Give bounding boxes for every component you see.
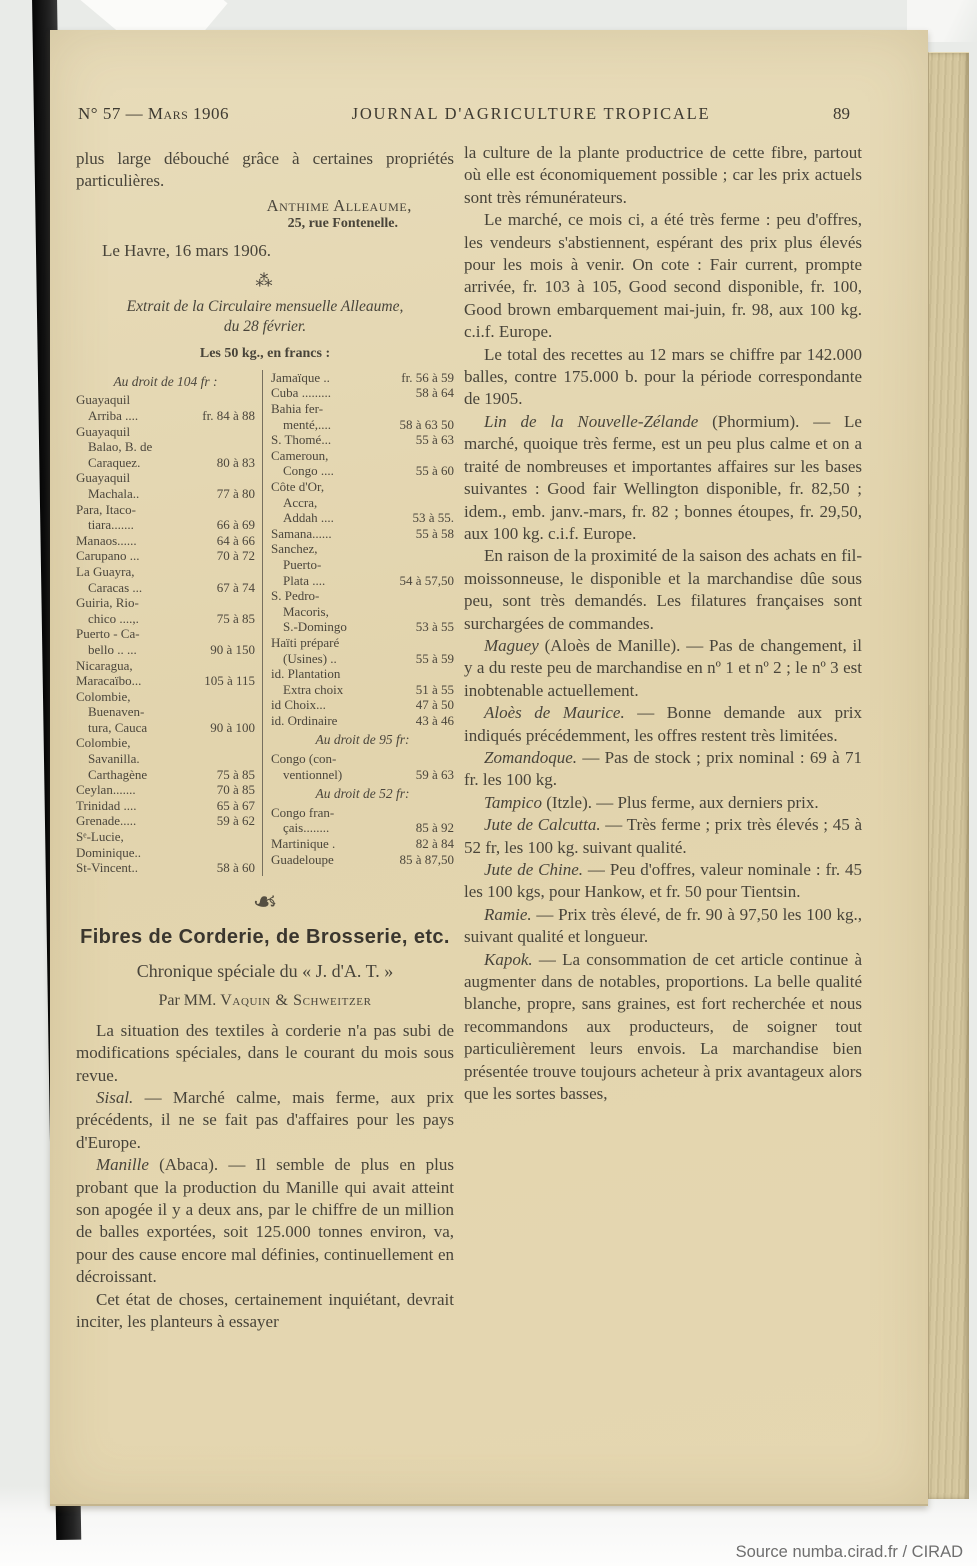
price-value: 55 à 63	[415, 432, 454, 448]
price-row-line: Puerto - Ca-	[76, 626, 140, 642]
running-head	[78, 104, 850, 124]
price-row-line: Congo fran-	[271, 804, 335, 820]
price-row-line	[76, 642, 255, 658]
paragraph: Maguey (Aloès de Manille). — Pas de changement, il y a du reste peu de marchandise en nº 1 et nº 2 ; le nº 3 est inobtenable actuellement.	[464, 635, 862, 700]
paragraph: Kapok. — La consommation de cet article continue à augmenter dans de notables, proportions. La belle qualité blanche, propre, sans graines, est fort recherchée et nous recommandons aux producteurs, de soigner tout particulièrement leurs envois. La marchandise bien présentée trouve toujours acheteur à prix avantageux alors que les sortes basses,	[464, 949, 862, 1104]
price-row-line	[271, 767, 454, 783]
price-row-line	[271, 697, 454, 713]
price-value: 54 à 57,50	[399, 572, 454, 588]
price-row-line: Savanilla.	[88, 751, 140, 767]
price-row-line	[271, 417, 454, 433]
price-item-name: Carupano ...	[76, 548, 140, 564]
price-item-name: id Choix...	[271, 697, 326, 713]
price-row-line: S. Pedro-	[271, 588, 320, 604]
circular-title-line2: du 28 février.	[223, 317, 307, 335]
price-row-line	[271, 510, 454, 526]
dateline: Le Havre, 16 mars 1906.	[102, 240, 272, 260]
price-row-line	[76, 408, 255, 424]
topic-lead: Kapok.	[484, 949, 533, 969]
topic-lead: Lin de la Nouvelle-Zélande	[484, 411, 699, 431]
price-value: 55 à 59	[415, 650, 454, 666]
price-value: 105 à 115	[204, 673, 255, 689]
price-value: 90 à 150	[210, 641, 255, 657]
paragraph: Le marché, ce mois ci, a été très ferme : peu d'offres, les vendeurs s'abstiennent, espérant des prix plus élevés pour les mois à venir. On cote : Fair current, prompte arrivée, fr. 103 à 105, Good second disponible, fr. 100, Good brown embarquement mai-juin, fr. 98, aux 100 kg. c.i.f. Europe.	[464, 210, 862, 342]
price-item-name: bello .. ...	[88, 641, 137, 657]
price-value: 65 à 67	[216, 797, 255, 813]
circular-title-line1: Extrait de la Circulaire mensuelle Alleaume,	[126, 297, 404, 315]
scan-source-credit: Source numba.cirad.fr / CIRAD	[735, 1543, 963, 1561]
price-item-name: menté,....	[283, 416, 332, 432]
book-page-block	[50, 30, 968, 1504]
price-item-name: Trinidad ....	[76, 797, 137, 813]
topic-lead: Jute de Calcutta.	[484, 815, 601, 835]
price-row-line	[76, 813, 255, 829]
paragraph: Jute de Calcutta. — Très ferme ; prix très élevés ; 45 à 52 fr, les 100 kg. suivant qualité.	[464, 815, 862, 857]
price-row-line: Haïti préparé	[271, 634, 340, 650]
paragraph: Le total des recettes au 12 mars se chiffre par 142.000 balles, contre 175.000 b. pour la période correspondante de 1905.	[464, 344, 862, 409]
topic-lead: Aloès de Maurice.	[484, 703, 625, 723]
price-value: 55 à 58	[415, 525, 454, 541]
price-row-line: Guayaquil	[76, 423, 131, 439]
price-value: fr. 84 à 88	[202, 408, 255, 423]
price-row-line: Sanchez,	[271, 541, 318, 557]
price-row-line: Congo (con-	[271, 751, 337, 767]
fleuron-ornament: ❧	[252, 885, 278, 919]
section-title: Fibres de Corderie, de Brosserie, etc.	[80, 925, 450, 948]
price-item-name: Grenade.....	[76, 813, 137, 829]
price-value: 43 à 46	[415, 712, 454, 728]
price-table-right-column	[262, 370, 454, 876]
price-row-line: Cameroun,	[271, 447, 329, 463]
price-row-line	[271, 370, 454, 386]
price-item-name: Jamaïque ..	[271, 369, 330, 385]
price-row-line: Balao, B. de	[88, 439, 153, 455]
price-row-line	[271, 852, 454, 868]
price-item-name: Martinique .	[271, 836, 336, 852]
price-table	[76, 370, 454, 876]
price-row-line	[76, 611, 255, 627]
price-row-line	[271, 836, 454, 852]
price-group-heading: Au droit de 52 fr:	[315, 786, 410, 802]
price-row-line: Côte d'Or,	[271, 478, 325, 494]
price-value: 67 à 74	[216, 579, 255, 595]
price-row-line	[76, 486, 255, 502]
continued-paragraph: plus large débouché grâce à certaines propriétés particulières.	[76, 149, 454, 191]
price-item-name: Caracas ...	[88, 579, 143, 595]
paragraph: La situation des textiles à corderie n'a pas subi de modifications spéciales, dans le courant du mois sous revue.	[76, 1020, 454, 1085]
price-value: 59 à 63	[415, 766, 454, 782]
price-value: 90 à 100	[210, 719, 255, 735]
price-row-line	[271, 820, 454, 836]
price-row-line	[76, 673, 255, 689]
price-row-line: Nicaragua,	[76, 657, 133, 673]
price-item-name: çais........	[283, 820, 330, 836]
left-column-body	[76, 1020, 454, 1334]
price-value: 70 à 72	[216, 548, 255, 564]
price-group-heading: Au droit de 104 fr :	[113, 373, 218, 389]
chronicle-subtitle: Chronique spéciale du « J. d'A. T. »	[136, 960, 394, 981]
signature-name: Anthime Alleaume,	[266, 195, 412, 215]
paragraph: Manille (Abaca). — Il semble de plus en plus probant que la production du Manille qui avait atteint son apogée il y a deux ans, par le chiffre de un million de balles exportées, soit 125.000 tonnes environ, va, pour des cause encore mal définies, continuellement en décroissant.	[76, 1155, 454, 1287]
price-value: 77 à 80	[216, 485, 255, 501]
topic-lead: Zomandoque.	[484, 747, 578, 767]
price-row-line: Colombie,	[76, 735, 131, 751]
price-value: 85 à 92	[415, 820, 454, 836]
paragraph: Ramie. — Prix très élevé, de fr. 90 à 97,50 les 100 kg., suivant qualité et longueur.	[464, 904, 862, 947]
price-value: 59 à 62	[216, 813, 255, 829]
paragraph: la culture de la plante productrice de cette fibre, partout où elle est économiquement possible ; car les prix actuels sont très rémunérateurs.	[464, 143, 862, 207]
price-row-line	[76, 533, 255, 549]
price-item-name: Guadeloupe	[271, 851, 334, 867]
price-table-left-column	[76, 370, 262, 876]
price-value: 53 à 55.	[412, 510, 454, 526]
price-group-heading: Au droit de 95 fr:	[315, 732, 410, 748]
price-value: 66 à 69	[216, 517, 255, 533]
price-item-name: S.-Domingo	[283, 619, 347, 635]
price-item-name: S. Thomé...	[271, 432, 332, 448]
paragraph: Cet état de choses, certainement inquiétant, devrait inciter, les planteurs à essayer	[76, 1289, 454, 1332]
byline-prefix: Par MM.	[158, 991, 217, 1009]
price-row-line: Buenaven-	[88, 704, 145, 720]
price-value: 64 à 66	[216, 532, 255, 548]
right-column	[464, 142, 862, 1105]
price-item-name: Cuba .........	[271, 385, 331, 401]
price-row-line: Guayaquil	[76, 470, 131, 486]
price-row-line	[76, 860, 255, 876]
price-item-name: tiara.......	[88, 517, 134, 533]
paragraph: Zomandoque. — Pas de stock ; prix nominal : 69 à 71 fr. les 100 kg.	[464, 747, 862, 790]
price-row-line	[76, 782, 255, 798]
price-row-line	[271, 463, 454, 479]
price-value: 80 à 83	[216, 454, 255, 470]
byline	[76, 992, 454, 1010]
price-row-line	[271, 619, 454, 635]
topic-lead: Jute de Chine.	[484, 860, 584, 879]
price-value: 47 à 50	[415, 697, 454, 713]
price-row-line	[271, 651, 454, 667]
price-value: 53 à 55	[415, 619, 454, 635]
asterism-ornament: ⁂	[255, 270, 275, 290]
price-item-name: Extra choix	[283, 681, 344, 697]
byline-authors: Vaquin & Schweitzer	[220, 991, 372, 1009]
price-row-line	[271, 385, 454, 401]
price-value: 85 à 87,50	[399, 851, 454, 867]
paragraph: Aloès de Maurice. — Bonne demande aux prix indiqués précédemment, les offres restent très limitées.	[464, 703, 862, 745]
price-item-name: chico ....,.	[88, 610, 139, 626]
price-value: 70 à 85	[216, 782, 255, 798]
price-item-name: id. Ordinaire	[271, 712, 338, 728]
paragraph: Tampico (Itzle). — Plus ferme, aux derniers prix.	[484, 792, 819, 812]
price-item-name: Carthagène	[88, 766, 148, 782]
issue-number: N° 57 — Mars 1906	[78, 104, 230, 123]
price-row-line	[76, 798, 255, 814]
price-row-line: Bahia fer-	[271, 401, 324, 416]
page-number: 89	[833, 104, 850, 123]
price-row-line	[271, 432, 454, 448]
topic-lead: Sisal.	[96, 1088, 134, 1108]
price-value: 75 à 85	[216, 610, 255, 626]
price-value: 51 à 55	[415, 681, 454, 697]
signature-address: 25, rue Fontenelle.	[287, 215, 398, 231]
price-value: fr. 56 à 59	[401, 369, 454, 385]
topic-lead: Ramie.	[484, 904, 532, 924]
price-item-name: Maracaïbo...	[76, 673, 142, 689]
price-row-line: Colombie,	[76, 688, 131, 704]
journal-page	[50, 30, 928, 1506]
price-row-line	[76, 720, 255, 736]
price-row-line: Accra,	[283, 494, 318, 510]
price-row-line: Dominique..	[76, 844, 141, 860]
price-value: 58 à 64	[415, 385, 454, 401]
price-item-name: tura, Cauca	[88, 719, 148, 735]
price-row-line	[76, 455, 255, 471]
price-row-line	[76, 517, 255, 533]
price-item-name: Plata ....	[283, 572, 326, 588]
paragraph: En raison de la proximité de la saison des achats en fil-moissonneuse, le disponible et la marchandise dûe sous peu, sont très demandés. Les filatures françaises sont surchargées de commandes.	[464, 546, 862, 633]
price-item-name: Manaos......	[76, 532, 137, 548]
paragraph: Sisal. — Marché calme, mais ferme, aux prix précédents, il ne se fait pas d'affaires pour les pays d'Europe.	[76, 1088, 454, 1152]
price-item-name: ventionnel)	[283, 766, 343, 782]
price-row-line: La Guayra,	[76, 563, 135, 579]
journal-title: JOURNAL D'AGRICULTURE TROPICALE	[351, 104, 711, 123]
price-row-line	[271, 573, 454, 589]
price-item-name: Samana......	[271, 525, 332, 541]
price-value: 55 à 60	[415, 463, 454, 479]
price-value: 75 à 85	[216, 766, 255, 782]
price-item-name: Caraquez.	[88, 454, 141, 470]
price-value: 82 à 84	[415, 836, 454, 852]
left-column	[76, 148, 454, 1334]
price-unit-note: Les 50 kg., en francs :	[199, 345, 331, 361]
price-row-line: Guiria, Rio-	[76, 595, 139, 611]
price-row-line: Sᵉ-Lucie,	[76, 829, 124, 845]
price-row-line	[76, 580, 255, 596]
price-row-line	[271, 713, 454, 729]
price-value: 58 à 60	[216, 860, 255, 876]
price-item-name: Congo ....	[283, 463, 334, 479]
price-item-name: Addah ....	[283, 510, 334, 526]
topic-lead: Tampico	[484, 792, 542, 812]
price-row-line	[76, 767, 255, 783]
price-row-line: Macoris,	[283, 603, 329, 619]
price-row-line	[271, 682, 454, 698]
price-item-name: (Usines) ..	[283, 650, 337, 666]
price-item-name: St-Vincent..	[76, 860, 139, 876]
paragraph: Lin de la Nouvelle-Zélande (Phormium). — Le marché, quoique très ferme, est un peu plus calme et on a traité de nombreuses et importantes affaires sur les bases suivantes : Good fair Wellington disponible, fr. 82,50 ; idem., emb. janv.-mars, fr. 82 ; bonnes étoupes, fr. 29,50, aux 100 kg. c.i.f. Europe.	[464, 411, 862, 543]
price-row-line: Guayaquil	[76, 392, 131, 408]
topic-lead: Manille	[96, 1155, 149, 1175]
book-fore-edge	[928, 52, 969, 1499]
price-row-line	[271, 526, 454, 542]
price-item-name: Ceylan.......	[76, 782, 136, 798]
price-row-line	[76, 548, 255, 564]
price-row-line: Puerto-	[283, 556, 322, 572]
topic-lead: Maguey	[484, 635, 539, 655]
paragraph: Jute de Chine. — Peu d'offres, valeur nominale : fr. 45 les 100 kgs, pour Hankow, et fr. 50 pour Tientsin.	[464, 860, 862, 902]
price-item-name: Machala..	[88, 485, 140, 501]
price-row-line: Para, Itaco-	[76, 501, 136, 517]
price-row-line: id. Plantation	[271, 666, 341, 682]
price-value: 58 à 63 50	[399, 416, 454, 432]
price-item-name: Arriba ....	[88, 408, 139, 423]
